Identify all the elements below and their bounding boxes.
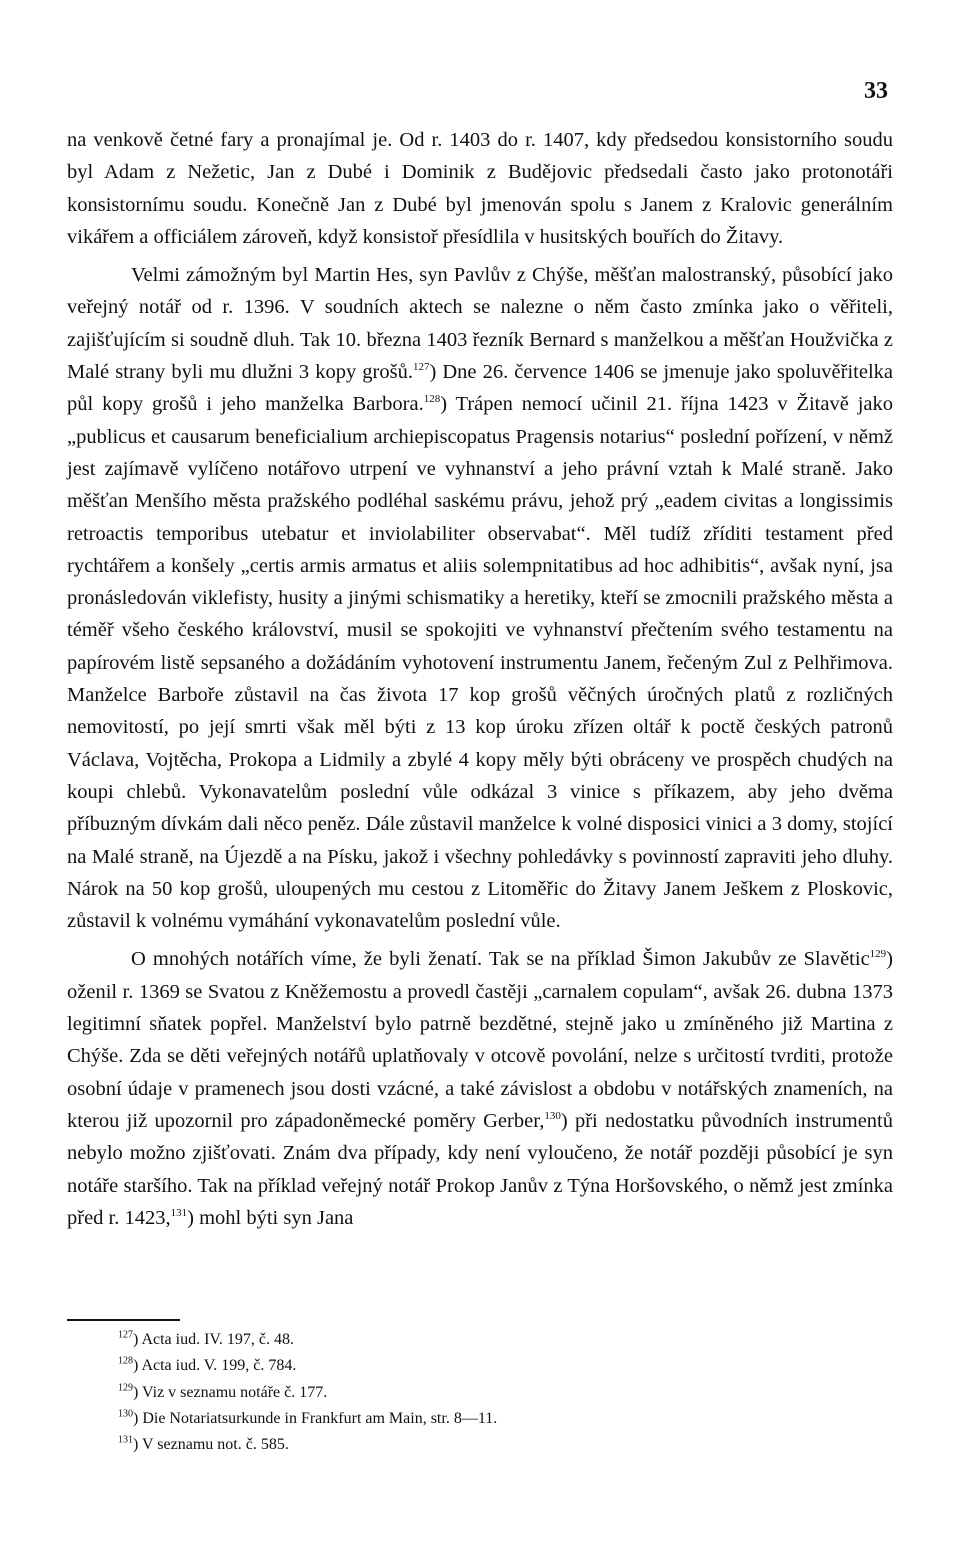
footnote-text: ) Viz v seznamu notáře č. 177. — [133, 1383, 328, 1401]
footnote-ref: 129 — [869, 948, 887, 961]
footnote-number: 128 — [118, 1355, 133, 1367]
footnote-text: ) Die Notariatsurkunde in Frankfurt am Main, str. 8—11. — [133, 1409, 498, 1427]
footnote-text: ) V seznamu not. č. 585. — [133, 1436, 289, 1454]
text-run: ) Dne 26. července 1406 se jmenuje jako spoluvěřitelka půl kopy grošů i jeho manželka Barbora. — [67, 361, 893, 416]
footnote-text: ) Acta iud. IV. 197, č. 48. — [133, 1331, 295, 1348]
footnote-text: ) Acta iud. V. 199, č. 784. — [133, 1357, 297, 1375]
footnote — [118, 1432, 497, 1458]
footnote — [118, 1327, 497, 1353]
footnote — [118, 1380, 497, 1406]
paragraph — [67, 259, 893, 937]
body-text — [67, 124, 893, 1234]
text-run: O mnohých notářích víme, že byli ženatí. Tak se na příklad Šimon Jakubův ze Slavětic — [131, 948, 870, 971]
text-run: ) při nedostatku původních instrumentů nebylo možno zjišťovati. Znám dva případy, kdy není vyloučeno, že notář později působící je syn notáře staršího. Tak na příklad veřejný notář Prokop Janův z Týna Horšovského, o němž jest zmínka před r. 1423, — [67, 1109, 893, 1229]
footnote-number: 131 — [118, 1434, 133, 1446]
footnote-number: 127 — [118, 1329, 133, 1341]
text-run: Velmi zámožným byl Martin Hes, syn Pavlův z Chýše, měšťan malostranský, působící jako veřejný notář od r. 1396. V soudních aktech se nalezne o něm často zmínka jako o věřiteli, zajišťujícím si soudně dluh. Tak 10. března 1403 řezník Bernard s manželkou a měšťan Houžvička z Malé strany byli mu dlužni 3 kopy grošů. — [67, 264, 893, 384]
footnote — [118, 1406, 497, 1432]
footnote-ref: 130 — [544, 1110, 561, 1123]
footnote — [118, 1353, 497, 1379]
footnote-number: 129 — [118, 1382, 133, 1394]
footnote-ref: 128 — [423, 393, 441, 406]
footnote-ref: 131 — [170, 1206, 188, 1219]
paragraph — [67, 943, 893, 1234]
footnote-rule — [67, 1319, 180, 1321]
footnote-number: 130 — [118, 1408, 133, 1420]
text-run: ) Trápen nemocí učinil 21. října 1423 v Žitavě jako „publicus et causarum beneficialium archiepiscopatus Pragensis notarius“ poslední pořízení, v němž jest zajímavě vylíčeno notářovo utrpení ve vyhnanství a jeho právní vztah k Malé straně. Jako měšťan Menšího města pražského podléhal saskému právu, jehož prý „eadem civitas a longissimis retroactis temporibus utebatur et inviolabiliter observabat“. Měl tudíž zříditi testament před rychtářem a konšely „certis armis armatus et aliis solempnitatibus ad hoc adhibitis“, avšak nyní, jsa pronásledován viklefisty, husity a jinými schismatiky a heretiky, kteří se zmocnili pražského města a téměř všeho českého království, musil se spokojiti ve vyhnanství přečtením svého testamentu na papírovém listě sepsaného a dožádáním vyhotovení instrumentu Janem, řečeným Zul z Pelhřimova. Manželce Barboře zůstavil na čas života 17 kop grošů věčných úročných platů z rozličných nemovitostí, po její smrti však měl býti z 13 kop úroku zřízen oltář k poctě českých patronů Václava, Vojtěcha, Prokopa a Lidmily a zbylé 4 kopy měly býti obráceny ve prospěch chudých na koupi chlebů. Vykonavatelům poslední vůle odkázal 3 vinice s příkazem, aby jeho dvěma příbuzným dívkám dali něco peněz. Dále zůstavil manželce k volné disposici vinici a 3 domy, stojící na Malé straně, na Újezdě a na Písku, jakož i všechny pohledávky s povinností zapraviti jeho dluhy. Nárok na 50 kop grošů, uloupených mu cestou z Litoměřic do Žitavy Janem Ješkem z Ploskovic, zůstavil k volnému vymáhání vykonavatelům poslední vůle. — [67, 393, 894, 933]
footnotes — [118, 1327, 497, 1458]
text-run: na venkově četné fary a pronajímal je. Od r. 1403 do r. 1407, kdy předsedou konsistorního soudu byl Adam z Nežetic, Jan z Dubé i Dominik z Budějovic předsedali často jako protonotáři konsistornímu soudu. Konečně Jan z Dubé byl jmenován spolu s Janem z Kralovic generálním vikářem a officiálem zároveň, když konsistoř přesídlila v husitských bouřích do Žitavy. — [67, 129, 893, 248]
page-number: 33 — [864, 78, 888, 104]
footnote-ref: 127 — [412, 361, 430, 374]
text-run: ) mohl býti syn Jana — [187, 1206, 354, 1229]
text-run: ) oženil r. 1369 se Svatou z Kněžemostu a provedl častěji „carnalem copulam“, avšak 26. dubna 1373 legitimní sňatek popřel. Manželství bylo patrně bezdětné, stejně jako u zmíněného již Martina z Chýše. Zda se děti veřejných notářů uplatňovaly v otcově povolání, nelze s určitostí tvrditi, protože osobní údaje v pramenech jsou dosti vzácné, a také závislost a obdobu v notářských znameních, na kterou již upozornil pro západoněmecké poměry Gerber, — [67, 948, 893, 1132]
paragraph — [67, 124, 893, 253]
